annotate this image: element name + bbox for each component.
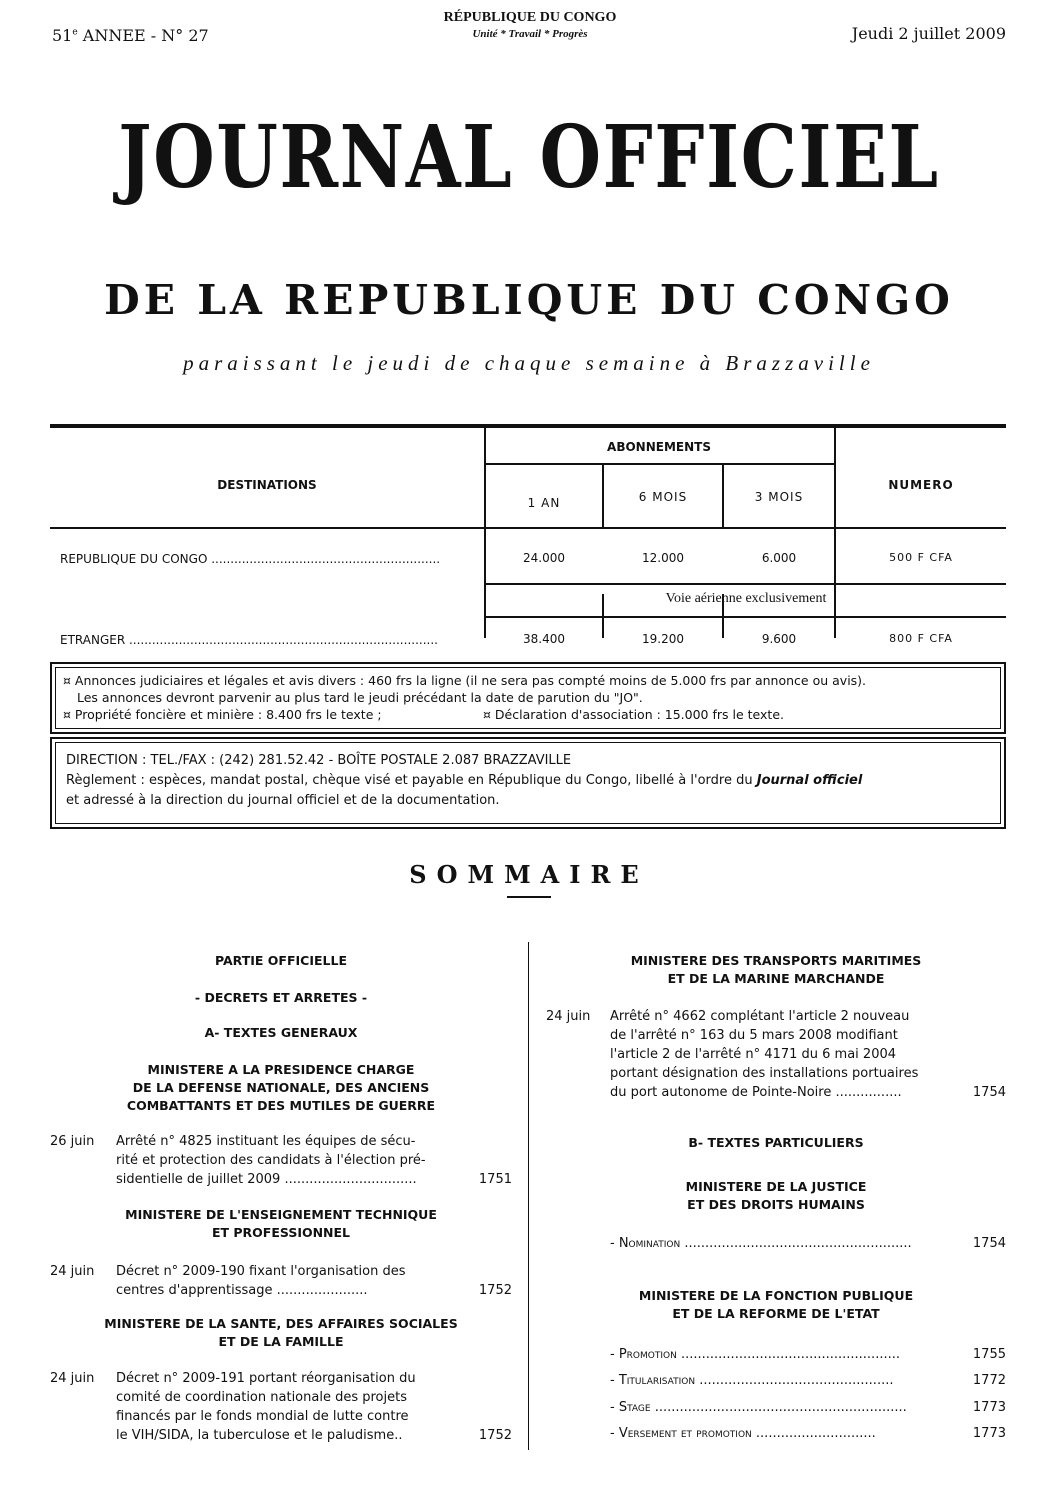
annonces-line-1: ¤ Annonces judiciaires et légales et avis divers : 460 frs la ligne (il ne sera pas compté moins de 5.000 frs par annonce ou avis). xyxy=(63,673,867,688)
national-motto: Unité * Travail * Progrès xyxy=(472,28,588,40)
ministry-transports-heading: MINISTERE DES TRANSPORTS MARITIMES ET DE LA MARINE MARCHANDE xyxy=(630,953,922,986)
entry-page: 1755 xyxy=(972,1347,1006,1362)
subscription-table xyxy=(50,424,1006,656)
annonces-association: ¤ Déclaration d'association : 15.000 frs le texte. xyxy=(483,707,784,722)
sommaire-entry[interactable] xyxy=(610,1345,1006,1365)
direction-reglement: Règlement : espèces, mandat postal, chèque visé et payable en République du Congo, libellé à l'ordre du Journal officiel xyxy=(66,773,863,788)
entry-page: 1773 xyxy=(972,1426,1006,1441)
col-6-mois: 6 MOIS xyxy=(638,490,688,504)
destinations-header: DESTINATIONS xyxy=(217,478,317,492)
sommaire-entry[interactable] xyxy=(610,1424,1006,1444)
entry-date: 26 juin xyxy=(50,1134,95,1149)
entry-date: 24 juin xyxy=(50,1264,95,1279)
ministry-justice-heading: MINISTERE DE LA JUSTICE ET DES DROITS HUMAINS xyxy=(685,1179,867,1212)
ministry-sante-heading: MINISTERE DE LA SANTE, DES AFFAIRES SOCIALES ET DE LA FAMILLE xyxy=(104,1316,458,1349)
entry-dots: ............................................... xyxy=(699,1373,894,1388)
column-divider xyxy=(528,942,529,1450)
masthead-center xyxy=(330,10,730,40)
row-congo-3mois: 6.000 xyxy=(761,551,797,565)
row-etranger-3mois: 9.600 xyxy=(761,632,797,646)
row-etranger-6mois: 19.200 xyxy=(642,632,684,646)
annonces-box xyxy=(50,662,1006,734)
annonces-propriete: ¤ Propriété foncière et minière : 8.400 frs le texte ; xyxy=(63,707,382,722)
col-1-an: 1 AN xyxy=(527,496,561,510)
row-congo-numero: 500 F CFA xyxy=(889,551,953,564)
sommaire-entry[interactable] xyxy=(610,1234,1006,1254)
direction-contact: DIRECTION : TEL./FAX : (242) 281.52.42 - BOÎTE POSTALE 2.087 BRAZZAVILLE xyxy=(66,753,572,768)
annonces-line-2: Les annonces devront parvenir au plus tard le jeudi précédant la date de parution du "JO". xyxy=(77,690,643,705)
ministry-enseignement-heading: MINISTERE DE L'ENSEIGNEMENT TECHNIQUE ET PROFESSIONNEL xyxy=(125,1207,437,1240)
textes-particuliers-heading: B- TEXTES PARTICULIERS xyxy=(688,1135,864,1150)
entry-page: 1754 xyxy=(972,1085,1006,1100)
row-congo-6mois: 12.000 xyxy=(642,551,684,565)
entry-label: - Nomination xyxy=(610,1236,681,1251)
republic-name: RÉPUBLIQUE DU CONGO xyxy=(443,10,617,25)
entry-page: 1754 xyxy=(972,1236,1006,1251)
direction-box xyxy=(50,737,1006,829)
entry-label: - Promotion xyxy=(610,1347,677,1362)
entry-page: 1751 xyxy=(478,1172,512,1187)
entry-dots: ..................................................... xyxy=(680,1347,900,1362)
row-etranger-1an: 38.400 xyxy=(523,632,565,646)
row-congo-1an: 24.000 xyxy=(523,551,565,565)
issue-date: Jeudi 2 juillet 2009 xyxy=(851,24,1006,43)
sommaire-entry[interactable]: 24 juin Arrêté n° 4662 complétant l'article 2 nouveau de l'arrêté n° 163 du 5 mars 2008 modifiant l'article 2 de l'arrêté n° 4171 du 6 mai 2004 portant désignation des installations portuaires du port autonome de Pointe-Noire ................ 1754 xyxy=(546,1009,1006,1100)
entry-label: - Stage xyxy=(610,1400,651,1415)
decrets-heading: - DECRETS ET ARRETES - xyxy=(194,990,368,1005)
entry-dots: ............................................................. xyxy=(654,1400,907,1415)
textes-generaux-heading: A- TEXTES GENERAUX xyxy=(204,1025,358,1040)
row-etranger-destination: ETRANGER ................................................................................. xyxy=(60,633,438,647)
row-congo-destination: REPUBLIQUE DU CONGO ............................................................ xyxy=(60,552,441,566)
entry-date: 24 juin xyxy=(546,1009,591,1024)
ministry-defense-heading: MINISTERE A LA PRESIDENCE CHARGE DE LA DEFENSE NATIONALE, DES ANCIENS COMBATTANTS ET DES MUTILES DE GUERRE xyxy=(126,1062,436,1113)
issue-number: 51e ANNEE - N° 27 xyxy=(52,26,209,45)
numero-header: NUMERO xyxy=(888,478,954,492)
entry-date: 24 juin xyxy=(50,1371,95,1386)
sommaire-entry[interactable]: 24 juin Décret n° 2009-190 fixant l'organisation des centres d'apprentissage ...................... 1752 xyxy=(50,1264,512,1298)
entry-label: - Versement et promotion xyxy=(610,1426,752,1441)
sommaire-entry[interactable] xyxy=(610,1398,1006,1418)
entry-page: 1752 xyxy=(478,1428,512,1443)
journal-title: JOURNAL OFFICIEL xyxy=(118,107,940,208)
sommaire-entry[interactable]: 26 juin Arrêté n° 4825 instituant les équipes de sécu- rité et protection des candidats à l'élection pré- sidentielle de juillet 2009 ................................ 1751 xyxy=(50,1134,512,1187)
ministry-fonction-publique-heading: MINISTERE DE LA FONCTION PUBLIQUE ET DE LA REFORME DE L'ETAT xyxy=(638,1288,914,1321)
entry-dots: ............................. xyxy=(755,1426,876,1441)
publication-tagline: paraissant le jeudi de chaque semaine à Brazzaville xyxy=(183,351,875,375)
entry-page: 1773 xyxy=(972,1400,1006,1415)
partie-officielle-heading: PARTIE OFFICIELLE xyxy=(214,953,347,968)
entry-label: - Titularisation xyxy=(610,1373,696,1388)
sommaire-heading: SOMMAIRE xyxy=(409,860,649,889)
sommaire-entry[interactable] xyxy=(610,1371,1006,1391)
entry-dots: ....................................................... xyxy=(684,1236,912,1251)
abonnements-header: ABONNEMENTS xyxy=(607,440,711,454)
direction-adresse: et adressé à la direction du journal officiel et de la documentation. xyxy=(66,793,500,808)
voie-aerienne-note: Voie aérienne exclusivement xyxy=(665,591,827,606)
sommaire-rule xyxy=(507,896,551,898)
col-3-mois: 3 MOIS xyxy=(754,490,804,504)
entry-page: 1772 xyxy=(972,1373,1006,1388)
entry-page: 1752 xyxy=(478,1283,512,1298)
journal-subtitle: DE LA REPUBLIQUE DU CONGO xyxy=(104,276,954,324)
sommaire-entry[interactable]: 24 juin Décret n° 2009-191 portant réorganisation du comité de coordination nationale des projets financés par le fonds mondial de lutte contre le VIH/SIDA, la tuberculose et le paludisme.. 1752 xyxy=(50,1371,512,1443)
row-etranger-numero: 800 F CFA xyxy=(889,632,953,645)
